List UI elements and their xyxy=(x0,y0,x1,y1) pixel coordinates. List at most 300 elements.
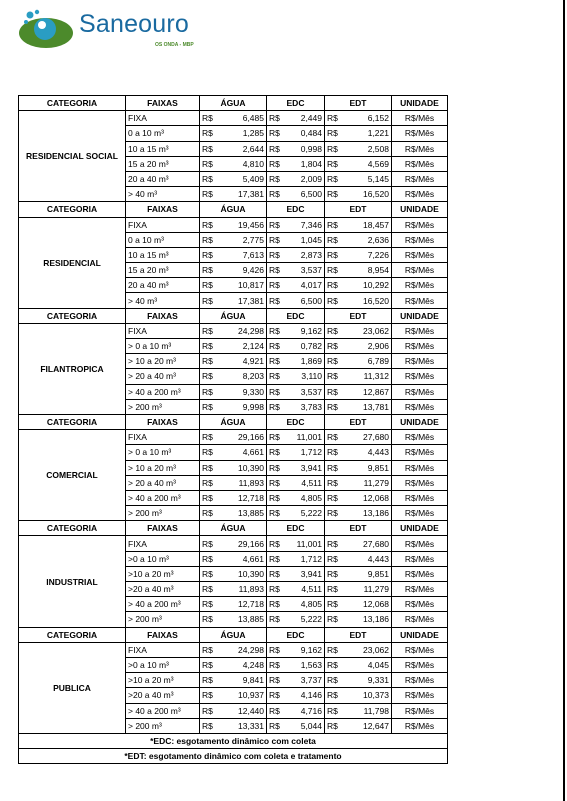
currency-label: R$ xyxy=(327,553,338,564)
currency-label: R$ xyxy=(327,249,338,260)
edt-cell xyxy=(325,536,392,551)
currency-label: R$ xyxy=(327,219,338,230)
faixa-cell: 20 a 40 m³ xyxy=(126,278,200,293)
edc-cell xyxy=(267,111,325,126)
unidade-cell: R$/Mês xyxy=(392,566,448,581)
unidade-cell: R$/Mês xyxy=(392,430,448,445)
currency-label: R$ xyxy=(327,143,338,154)
unidade-cell: R$/Mês xyxy=(392,642,448,657)
unidade-cell: R$/Mês xyxy=(392,399,448,414)
edt-value: 1,221 xyxy=(367,128,389,139)
edc-cell xyxy=(267,490,325,505)
currency-label: R$ xyxy=(269,295,280,306)
currency-label: R$ xyxy=(269,113,280,124)
edt-value: 4,443 xyxy=(367,553,389,564)
edt-cell xyxy=(325,566,392,581)
unidade-cell: R$/Mês xyxy=(392,536,448,551)
edc-value: 7,346 xyxy=(300,219,322,230)
currency-label: R$ xyxy=(269,538,280,549)
currency-label: R$ xyxy=(269,584,280,595)
footnote: *EDT: esgotamento dinâmico com coleta e tratamento xyxy=(19,749,448,764)
edt-value: 10,292 xyxy=(363,280,389,291)
unidade-cell: R$/Mês xyxy=(392,263,448,278)
currency-label: R$ xyxy=(269,249,280,260)
unidade-cell: R$/Mês xyxy=(392,217,448,232)
edc-value: 5,222 xyxy=(300,614,322,625)
header-categoria: CATEGORIA xyxy=(19,96,126,111)
edt-cell xyxy=(325,688,392,703)
currency-label: R$ xyxy=(202,599,213,610)
agua-value: 29,166 xyxy=(238,432,264,443)
faixa-cell: > 200 m³ xyxy=(126,612,200,627)
header-row xyxy=(19,202,448,217)
tariff-table xyxy=(18,95,448,764)
agua-cell xyxy=(200,582,267,597)
edc-cell xyxy=(267,232,325,247)
agua-value: 9,330 xyxy=(242,386,264,397)
edc-value: 2,009 xyxy=(300,174,322,185)
currency-label: R$ xyxy=(269,280,280,291)
edc-value: 3,941 xyxy=(300,462,322,473)
agua-cell xyxy=(200,445,267,460)
currency-label: R$ xyxy=(327,492,338,503)
currency-label: R$ xyxy=(202,614,213,625)
currency-label: R$ xyxy=(202,280,213,291)
category-cell: RESIDENCIAL xyxy=(19,217,126,308)
currency-label: R$ xyxy=(202,568,213,579)
faixa-cell: > 40 m³ xyxy=(126,293,200,308)
currency-label: R$ xyxy=(202,432,213,443)
header-edc: EDC xyxy=(267,627,325,642)
faixa-cell: FIXA xyxy=(126,111,200,126)
unidade-cell: R$/Mês xyxy=(392,111,448,126)
edc-value: 1,045 xyxy=(300,234,322,245)
edt-value: 4,045 xyxy=(367,660,389,671)
currency-label: R$ xyxy=(269,508,280,519)
edt-value: 13,186 xyxy=(363,508,389,519)
currency-label: R$ xyxy=(327,265,338,276)
unidade-cell: R$/Mês xyxy=(392,718,448,733)
faixa-cell: > 20 a 40 m³ xyxy=(126,475,200,490)
currency-label: R$ xyxy=(327,113,338,124)
currency-label: R$ xyxy=(202,356,213,367)
agua-cell xyxy=(200,263,267,278)
agua-cell xyxy=(200,384,267,399)
edt-value: 12,068 xyxy=(363,599,389,610)
agua-value: 13,885 xyxy=(238,614,264,625)
agua-value: 4,810 xyxy=(242,158,264,169)
edc-cell xyxy=(267,263,325,278)
edt-cell xyxy=(325,217,392,232)
header-unidade: UNIDADE xyxy=(392,414,448,429)
edt-value: 4,443 xyxy=(367,447,389,458)
agua-value: 10,390 xyxy=(238,462,264,473)
agua-cell xyxy=(200,217,267,232)
edt-value: 6,152 xyxy=(367,113,389,124)
edc-value: 3,737 xyxy=(300,675,322,686)
currency-label: R$ xyxy=(269,599,280,610)
faixa-cell: > 40 a 200 m³ xyxy=(126,597,200,612)
header-edc: EDC xyxy=(267,521,325,536)
edt-cell xyxy=(325,141,392,156)
edt-cell xyxy=(325,384,392,399)
brand-name: Saneouro xyxy=(79,10,190,38)
header-agua: ÁGUA xyxy=(200,627,267,642)
currency-label: R$ xyxy=(269,371,280,382)
edc-value: 0,782 xyxy=(300,341,322,352)
edc-value: 6,500 xyxy=(300,295,322,306)
agua-cell xyxy=(200,141,267,156)
header-edc: EDC xyxy=(267,96,325,111)
edc-value: 3,783 xyxy=(300,401,322,412)
agua-value: 19,456 xyxy=(238,219,264,230)
agua-cell xyxy=(200,111,267,126)
edt-cell xyxy=(325,506,392,521)
currency-label: R$ xyxy=(269,219,280,230)
edc-value: 3,110 xyxy=(301,371,322,382)
currency-label: R$ xyxy=(202,553,213,564)
agua-value: 10,817 xyxy=(238,280,264,291)
agua-cell xyxy=(200,460,267,475)
agua-value: 12,718 xyxy=(238,599,264,610)
edc-value: 4,146 xyxy=(300,690,322,701)
currency-label: R$ xyxy=(327,174,338,185)
header-faixas: FAIXAS xyxy=(126,202,200,217)
agua-value: 2,644 xyxy=(242,143,264,154)
edc-cell xyxy=(267,718,325,733)
edt-value: 13,781 xyxy=(363,401,389,412)
agua-value: 1,285 xyxy=(242,128,264,139)
unidade-cell: R$/Mês xyxy=(392,582,448,597)
edc-value: 0,998 xyxy=(300,143,322,154)
currency-label: R$ xyxy=(202,644,213,655)
currency-label: R$ xyxy=(327,660,338,671)
header-row xyxy=(19,96,448,111)
currency-label: R$ xyxy=(269,447,280,458)
agua-value: 11,893 xyxy=(238,477,264,488)
edt-cell xyxy=(325,430,392,445)
agua-value: 24,298 xyxy=(238,644,264,655)
edt-cell xyxy=(325,551,392,566)
currency-label: R$ xyxy=(327,158,338,169)
edc-value: 4,017 xyxy=(300,280,322,291)
edt-cell xyxy=(325,156,392,171)
edc-cell xyxy=(267,642,325,657)
faixa-cell: FIXA xyxy=(126,642,200,657)
currency-label: R$ xyxy=(327,720,338,731)
category-cell: FILANTROPICA xyxy=(19,323,126,414)
currency-label: R$ xyxy=(202,386,213,397)
unidade-cell: R$/Mês xyxy=(392,187,448,202)
unidade-cell: R$/Mês xyxy=(392,293,448,308)
faixa-cell: 0 a 10 m³ xyxy=(126,126,200,141)
currency-label: R$ xyxy=(327,477,338,488)
agua-value: 4,248 xyxy=(242,660,264,671)
currency-label: R$ xyxy=(202,341,213,352)
edc-value: 4,716 xyxy=(300,705,322,716)
edc-value: 4,511 xyxy=(301,477,322,488)
header-edt: EDT xyxy=(325,96,392,111)
edt-value: 18,457 xyxy=(363,219,389,230)
currency-label: R$ xyxy=(327,189,338,200)
currency-label: R$ xyxy=(202,401,213,412)
edc-cell xyxy=(267,612,325,627)
currency-label: R$ xyxy=(202,690,213,701)
edt-cell xyxy=(325,703,392,718)
currency-label: R$ xyxy=(327,341,338,352)
currency-label: R$ xyxy=(327,614,338,625)
unidade-cell: R$/Mês xyxy=(392,232,448,247)
unidade-cell: R$/Mês xyxy=(392,597,448,612)
edc-cell xyxy=(267,278,325,293)
header-edt: EDT xyxy=(325,308,392,323)
agua-cell xyxy=(200,506,267,521)
currency-label: R$ xyxy=(327,538,338,549)
header-unidade: UNIDADE xyxy=(392,627,448,642)
agua-value: 17,381 xyxy=(238,295,264,306)
edc-cell xyxy=(267,657,325,672)
currency-label: R$ xyxy=(202,325,213,336)
currency-label: R$ xyxy=(202,675,213,686)
currency-label: R$ xyxy=(269,705,280,716)
unidade-cell: R$/Mês xyxy=(392,506,448,521)
currency-label: R$ xyxy=(327,705,338,716)
agua-value: 13,331 xyxy=(238,720,264,731)
currency-label: R$ xyxy=(269,614,280,625)
header-faixas: FAIXAS xyxy=(126,627,200,642)
edc-cell xyxy=(267,247,325,262)
edt-cell xyxy=(325,718,392,733)
currency-label: R$ xyxy=(269,553,280,564)
unidade-cell: R$/Mês xyxy=(392,384,448,399)
edt-cell xyxy=(325,597,392,612)
edt-cell xyxy=(325,111,392,126)
currency-label: R$ xyxy=(269,462,280,473)
edc-cell xyxy=(267,171,325,186)
currency-label: R$ xyxy=(269,189,280,200)
agua-value: 2,124 xyxy=(242,341,264,352)
edc-cell xyxy=(267,399,325,414)
header-edc: EDC xyxy=(267,414,325,429)
header-unidade: UNIDADE xyxy=(392,202,448,217)
table-row xyxy=(19,430,448,445)
edc-cell xyxy=(267,475,325,490)
edc-cell xyxy=(267,551,325,566)
agua-cell xyxy=(200,566,267,581)
agua-value: 5,409 xyxy=(242,174,264,185)
agua-value: 9,841 xyxy=(242,675,264,686)
currency-label: R$ xyxy=(202,508,213,519)
currency-label: R$ xyxy=(327,432,338,443)
unidade-cell: R$/Mês xyxy=(392,703,448,718)
faixa-cell: > 200 m³ xyxy=(126,399,200,414)
agua-cell xyxy=(200,232,267,247)
currency-label: R$ xyxy=(269,341,280,352)
edt-cell xyxy=(325,460,392,475)
agua-cell xyxy=(200,171,267,186)
edc-value: 4,805 xyxy=(300,599,322,610)
edt-cell xyxy=(325,354,392,369)
faixa-cell: > 20 a 40 m³ xyxy=(126,369,200,384)
agua-cell xyxy=(200,597,267,612)
edc-cell xyxy=(267,703,325,718)
currency-label: R$ xyxy=(202,113,213,124)
currency-label: R$ xyxy=(202,705,213,716)
edc-value: 6,500 xyxy=(300,189,322,200)
agua-value: 29,166 xyxy=(238,538,264,549)
faixa-cell: >20 a 40 m³ xyxy=(126,688,200,703)
faixa-cell: > 40 a 200 m³ xyxy=(126,703,200,718)
edc-cell xyxy=(267,323,325,338)
edc-cell xyxy=(267,354,325,369)
agua-value: 12,718 xyxy=(238,492,264,503)
edt-value: 2,906 xyxy=(367,341,389,352)
table-row xyxy=(19,111,448,126)
agua-value: 13,885 xyxy=(238,508,264,519)
header-faixas: FAIXAS xyxy=(126,521,200,536)
edt-value: 12,867 xyxy=(363,386,389,397)
currency-label: R$ xyxy=(327,234,338,245)
faixa-cell: FIXA xyxy=(126,536,200,551)
currency-label: R$ xyxy=(327,644,338,655)
unidade-cell: R$/Mês xyxy=(392,688,448,703)
faixa-cell: > 40 m³ xyxy=(126,187,200,202)
currency-label: R$ xyxy=(269,492,280,503)
currency-label: R$ xyxy=(269,234,280,245)
edt-value: 8,954 xyxy=(367,265,389,276)
currency-label: R$ xyxy=(269,325,280,336)
currency-label: R$ xyxy=(269,128,280,139)
edc-value: 0,484 xyxy=(300,128,322,139)
faixa-cell: >0 a 10 m³ xyxy=(126,657,200,672)
agua-cell xyxy=(200,703,267,718)
edc-value: 11,001 xyxy=(296,538,322,549)
header-categoria: CATEGORIA xyxy=(19,627,126,642)
unidade-cell: R$/Mês xyxy=(392,141,448,156)
header-faixas: FAIXAS xyxy=(126,414,200,429)
edt-value: 2,636 xyxy=(367,234,389,245)
currency-label: R$ xyxy=(202,720,213,731)
edc-cell xyxy=(267,460,325,475)
page-right-border xyxy=(563,0,565,801)
edt-value: 4,569 xyxy=(367,158,389,169)
currency-label: R$ xyxy=(202,462,213,473)
faixa-cell: > 10 a 20 m³ xyxy=(126,460,200,475)
category-cell: INDUSTRIAL xyxy=(19,536,126,627)
agua-value: 10,937 xyxy=(238,690,264,701)
faixa-cell: FIXA xyxy=(126,323,200,338)
currency-label: R$ xyxy=(202,143,213,154)
edt-cell xyxy=(325,657,392,672)
header-row xyxy=(19,308,448,323)
edc-cell xyxy=(267,673,325,688)
edc-value: 4,511 xyxy=(301,584,322,595)
agua-value: 12,440 xyxy=(238,705,264,716)
table-row xyxy=(19,323,448,338)
edt-cell xyxy=(325,126,392,141)
edc-cell xyxy=(267,597,325,612)
edt-value: 9,851 xyxy=(367,568,389,579)
edt-value: 23,062 xyxy=(363,644,389,655)
edt-value: 16,520 xyxy=(363,295,389,306)
edt-cell xyxy=(325,475,392,490)
agua-value: 8,203 xyxy=(242,371,264,382)
agua-value: 24,298 xyxy=(238,325,264,336)
edc-cell xyxy=(267,339,325,354)
currency-label: R$ xyxy=(269,675,280,686)
faixa-cell: > 0 a 10 m³ xyxy=(126,339,200,354)
edc-value: 3,537 xyxy=(300,265,322,276)
currency-label: R$ xyxy=(269,386,280,397)
faixa-cell: > 200 m³ xyxy=(126,506,200,521)
edt-cell xyxy=(325,278,392,293)
footnote: *EDC: esgotamento dinâmico com coleta xyxy=(19,733,448,748)
edc-value: 2,873 xyxy=(300,249,322,260)
edc-value: 3,537 xyxy=(300,386,322,397)
header-edt: EDT xyxy=(325,202,392,217)
edt-cell xyxy=(325,293,392,308)
unidade-cell: R$/Mês xyxy=(392,247,448,262)
agua-cell xyxy=(200,187,267,202)
agua-cell xyxy=(200,430,267,445)
edt-cell xyxy=(325,612,392,627)
header-agua: ÁGUA xyxy=(200,308,267,323)
faixa-cell: > 40 a 200 m³ xyxy=(126,384,200,399)
edt-cell xyxy=(325,490,392,505)
agua-cell xyxy=(200,688,267,703)
edt-cell xyxy=(325,642,392,657)
unidade-cell: R$/Mês xyxy=(392,490,448,505)
currency-label: R$ xyxy=(269,644,280,655)
faixa-cell: >0 a 10 m³ xyxy=(126,551,200,566)
faixa-cell: 15 a 20 m³ xyxy=(126,156,200,171)
table-row xyxy=(19,536,448,551)
agua-cell xyxy=(200,475,267,490)
edt-cell xyxy=(325,399,392,414)
currency-label: R$ xyxy=(327,356,338,367)
agua-value: 17,381 xyxy=(238,189,264,200)
faixa-cell: 10 a 15 m³ xyxy=(126,247,200,262)
edc-cell xyxy=(267,506,325,521)
currency-label: R$ xyxy=(202,584,213,595)
agua-cell xyxy=(200,339,267,354)
agua-value: 4,661 xyxy=(242,447,264,458)
agua-cell xyxy=(200,156,267,171)
currency-label: R$ xyxy=(202,295,213,306)
edt-value: 11,279 xyxy=(363,477,389,488)
faixa-cell: > 0 a 10 m³ xyxy=(126,445,200,460)
agua-cell xyxy=(200,657,267,672)
agua-value: 11,893 xyxy=(238,584,264,595)
category-cell: COMERCIAL xyxy=(19,430,126,521)
faixa-cell: >20 a 40 m³ xyxy=(126,582,200,597)
agua-cell xyxy=(200,642,267,657)
header-categoria: CATEGORIA xyxy=(19,521,126,536)
unidade-cell: R$/Mês xyxy=(392,323,448,338)
unidade-cell: R$/Mês xyxy=(392,369,448,384)
edc-cell xyxy=(267,384,325,399)
edt-value: 16,520 xyxy=(363,189,389,200)
edt-value: 12,647 xyxy=(363,720,389,731)
faixa-cell: FIXA xyxy=(126,430,200,445)
agua-cell xyxy=(200,399,267,414)
header-row xyxy=(19,627,448,642)
faixa-cell: > 40 a 200 m³ xyxy=(126,490,200,505)
edc-cell xyxy=(267,369,325,384)
edt-cell xyxy=(325,247,392,262)
unidade-cell: R$/Mês xyxy=(392,551,448,566)
brand-subtitle: OS ONDA - MBP xyxy=(155,42,194,48)
